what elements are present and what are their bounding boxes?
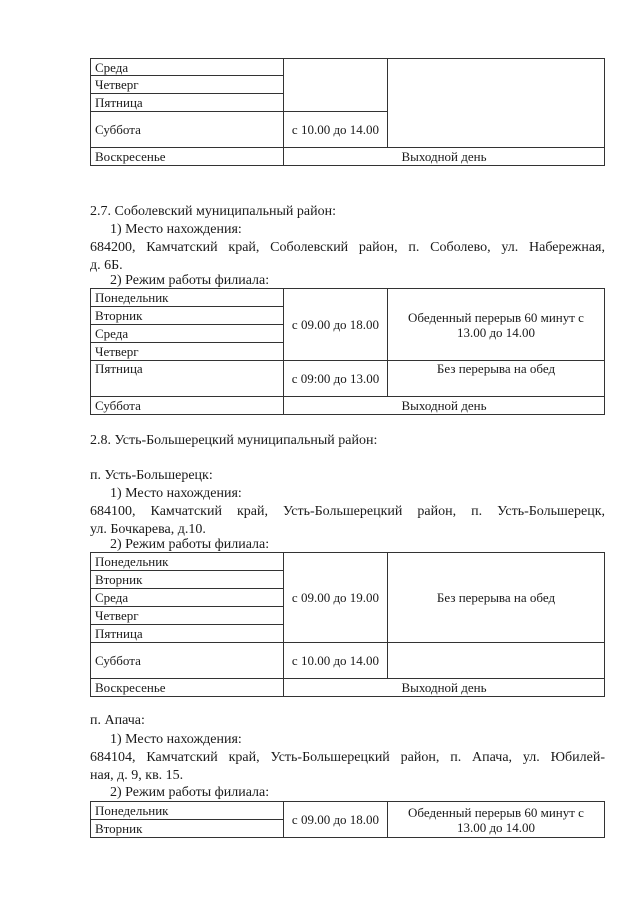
day-cell: Четверг bbox=[91, 607, 284, 625]
address-line: ная, д. 9, кв. 15. bbox=[90, 768, 184, 783]
day-cell: Среда bbox=[91, 589, 284, 607]
schedule-table-ust-bolsheretsk bbox=[90, 552, 605, 697]
location-label: 1) Место нахождения: bbox=[110, 486, 242, 501]
break-cell: Без перерыва на обед bbox=[388, 553, 605, 643]
hours-cell: с 09:00 до 13.00 bbox=[284, 361, 388, 397]
hours-cell: с 09.00 до 19.00 bbox=[284, 553, 388, 643]
section-heading: 2.7. Соболевский муниципальный район: bbox=[90, 204, 337, 219]
day-cell: Четверг bbox=[91, 76, 284, 94]
day-cell: Четверг bbox=[91, 343, 284, 361]
village-name: п. Апача: bbox=[90, 713, 145, 728]
hours-cell: с 10.00 до 14.00 bbox=[284, 643, 388, 679]
day-cell: Воскресенье bbox=[91, 148, 284, 166]
hours-cell: с 10.00 до 14.00 bbox=[284, 112, 388, 148]
break-cell: Обеденный перерыв 60 минут с 13.00 до 14.00 bbox=[388, 289, 605, 361]
village-name: п. Усть-Большерецк: bbox=[90, 468, 213, 483]
day-cell: Пятница bbox=[91, 94, 284, 112]
address-line: ул. Бочкарева, д.10. bbox=[90, 522, 206, 537]
schedule-table-top bbox=[90, 58, 605, 166]
day-cell: Воскресенье bbox=[91, 679, 284, 697]
schedule-label: 2) Режим работы филиала: bbox=[110, 785, 270, 800]
section-heading: 2.8. Усть-Большерецкий муниципальный район: bbox=[90, 433, 378, 448]
day-cell: Вторник bbox=[91, 571, 284, 589]
schedule-table-sobolevo bbox=[90, 288, 605, 415]
address-line: 684104, Камчатский край, Усть-Большерецкий район, п. Апача, ул. Юбилей- bbox=[90, 750, 605, 765]
location-label: 1) Место нахождения: bbox=[110, 222, 242, 237]
day-off-cell: Выходной день bbox=[284, 679, 605, 697]
day-cell: Суббота bbox=[91, 643, 284, 679]
location-label: 1) Место нахождения: bbox=[110, 732, 242, 747]
schedule-label: 2) Режим работы филиала: bbox=[110, 537, 270, 552]
day-cell: Понедельник bbox=[91, 802, 284, 820]
day-cell: Пятница bbox=[91, 625, 284, 643]
day-cell: Вторник bbox=[91, 820, 284, 838]
hours-cell: с 09.00 до 18.00 bbox=[284, 289, 388, 361]
schedule-table-apacha bbox=[90, 801, 605, 838]
day-cell: Среда bbox=[91, 59, 284, 76]
address-line: 684100, Камчатский край, Усть-Большерецкий район, п. Усть-Большерецк, bbox=[90, 504, 605, 519]
schedule-label: 2) Режим работы филиала: bbox=[110, 273, 270, 288]
break-cell: Обеденный перерыв 60 минут с 13.00 до 14.00 bbox=[388, 802, 605, 838]
address-line: 684200, Камчатский край, Соболевский район, п. Соболево, ул. Набережная, bbox=[90, 240, 605, 255]
break-cell bbox=[388, 59, 605, 148]
address-line: д. 6Б. bbox=[90, 258, 123, 273]
day-cell: Суббота bbox=[91, 112, 284, 148]
day-cell: Понедельник bbox=[91, 553, 284, 571]
day-cell: Вторник bbox=[91, 307, 284, 325]
hours-cell bbox=[284, 59, 388, 112]
day-cell: Понедельник bbox=[91, 289, 284, 307]
day-off-cell: Выходной день bbox=[284, 397, 605, 415]
day-off-cell: Выходной день bbox=[284, 148, 605, 166]
hours-cell: с 09.00 до 18.00 bbox=[284, 802, 388, 838]
break-cell bbox=[388, 643, 605, 679]
day-cell: Среда bbox=[91, 325, 284, 343]
day-cell: Пятница bbox=[91, 361, 284, 397]
day-cell: Суббота bbox=[91, 397, 284, 415]
break-cell: Без перерыва на обед bbox=[388, 361, 605, 397]
